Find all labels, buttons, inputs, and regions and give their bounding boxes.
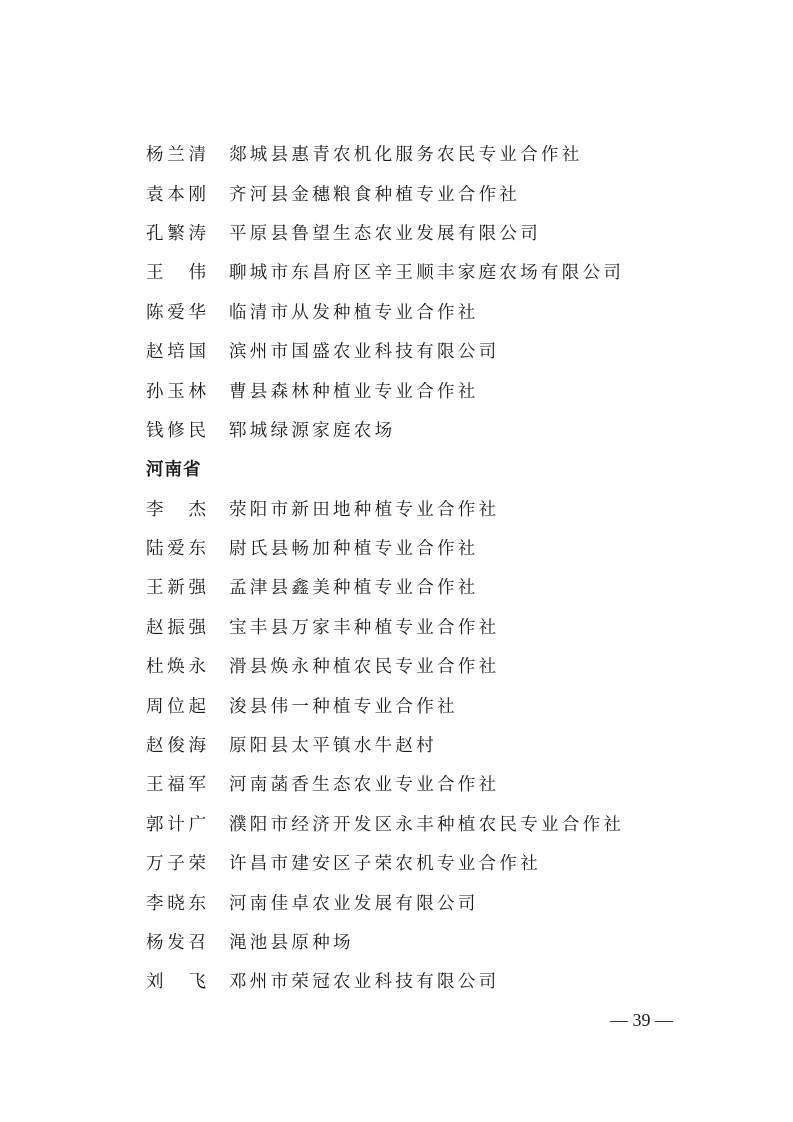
list-item <box>146 961 624 1000</box>
person-name: 赵培国 <box>146 342 206 363</box>
province-heading: 河南省 <box>146 460 202 481</box>
person-name: 钱修民 <box>146 420 206 441</box>
person-name: 王新强 <box>146 578 206 599</box>
person-name: 王福军 <box>146 775 206 796</box>
organization-name: 原阳县太平镇水牛赵村 <box>229 736 437 757</box>
organization-name: 浚县伟一种植专业合作社 <box>229 696 458 717</box>
list-item <box>146 804 624 843</box>
person-name: 李晓东 <box>146 893 206 914</box>
list-item <box>146 410 624 449</box>
list-item <box>146 331 624 370</box>
page-number: — 39 — <box>610 1010 673 1030</box>
person-name: 孙玉林 <box>146 381 206 402</box>
organization-name: 郓城绿源家庭农场 <box>229 420 396 441</box>
list-item <box>146 213 624 252</box>
person-name: 杨发召 <box>146 933 206 953</box>
person-name: 赵振强 <box>146 617 206 638</box>
organization-name: 滑县焕永种植农民专业合作社 <box>229 657 500 678</box>
person-name: 万子荣 <box>146 854 206 875</box>
list-item <box>146 685 624 724</box>
list-item <box>146 607 624 646</box>
list-item <box>146 292 624 331</box>
organization-name: 荥阳市新田地种植专业合作社 <box>229 499 500 520</box>
list-item <box>146 843 624 882</box>
person-name: 郭计广 <box>146 814 206 835</box>
list-item <box>146 370 624 409</box>
organization-name: 许昌市建安区子荣农机专业合作社 <box>229 854 541 875</box>
person-name: 杜焕永 <box>146 657 206 678</box>
award-list <box>146 134 624 1001</box>
organization-name: 尉氏县畅加种植专业合作社 <box>229 539 479 560</box>
organization-name: 曹县森林种植业专业合作社 <box>229 381 479 402</box>
organization-name: 平原县鲁望生态农业发展有限公司 <box>229 223 541 244</box>
organization-name: 宝丰县万家丰种植专业合作社 <box>229 617 500 638</box>
person-name: 陈爱华 <box>146 302 206 323</box>
organization-name: 渑池县原种场 <box>229 933 354 953</box>
list-item <box>146 173 624 212</box>
list-item <box>146 134 624 173</box>
organization-name: 齐河县金穗粮食种植专业合作社 <box>229 184 521 205</box>
organization-name: 濮阳市经济开发区永丰种植农民专业合作社 <box>229 814 625 835</box>
list-item <box>146 528 624 567</box>
person-name: 周位起 <box>146 696 206 717</box>
organization-name: 聊城市东昌府区辛王顺丰家庭农场有限公司 <box>229 263 625 284</box>
list-item <box>146 567 624 606</box>
list-item <box>146 764 624 803</box>
person-name: 陆爱东 <box>146 539 206 560</box>
person-name: 杨兰清 <box>146 145 206 166</box>
list-item <box>146 489 624 528</box>
organization-name: 孟津县鑫美种植专业合作社 <box>229 578 479 599</box>
organization-name: 河南佳卓农业发展有限公司 <box>229 893 479 914</box>
list-item <box>146 646 624 685</box>
person-name: 赵俊海 <box>146 736 206 757</box>
list-item <box>146 882 624 921</box>
organization-name: 郯城县惠青农机化服务农民专业合作社 <box>229 145 583 166</box>
list-item <box>146 922 624 961</box>
person-name: 孔繁涛 <box>146 223 206 244</box>
person-name: 刘 飞 <box>146 972 206 993</box>
person-name: 袁本刚 <box>146 184 206 205</box>
person-name: 王 伟 <box>146 263 206 284</box>
organization-name: 邓州市荣冠农业科技有限公司 <box>229 972 500 993</box>
list-item <box>146 252 624 291</box>
organization-name: 河南菡香生态农业专业合作社 <box>229 775 500 796</box>
person-name: 李 杰 <box>146 499 206 520</box>
list-item <box>146 725 624 764</box>
organization-name: 临清市从发种植专业合作社 <box>229 302 479 323</box>
organization-name: 滨州市国盛农业科技有限公司 <box>229 342 500 363</box>
